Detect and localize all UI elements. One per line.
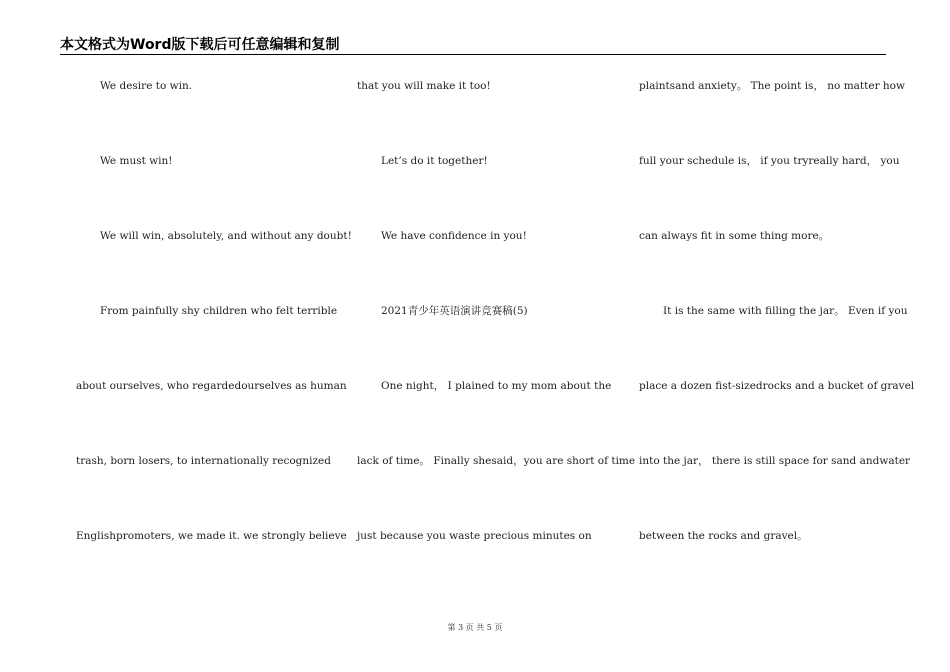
paragraph-line: place a dozen fist-sizedrocks and a bucket of gravel <box>639 380 915 392</box>
header-title: 本文格式为Word版下载后可任意编辑和复制 <box>60 37 340 53</box>
paragraph-line: From painfully shy children who felt terrible <box>100 305 338 317</box>
paragraph-line: between the rocks and gravel。 <box>639 530 808 542</box>
paragraph-line: Englishpromoters, we made it. we strongly believe <box>76 530 347 542</box>
page-number: 第 3 页 共 5 页 <box>447 623 503 632</box>
paragraph-line: lack of time。 Finally shesaid，you are short of time <box>357 455 636 467</box>
paragraph-line: just because you waste precious minutes on <box>357 530 592 542</box>
paragraph-line: can always fit in some thing more。 <box>639 230 830 242</box>
page-header <box>60 34 886 55</box>
paragraph-line: One night， I plained to my mom about the <box>381 380 612 392</box>
paragraph-line: We will win, absolutely, and without any doubt! <box>100 230 352 242</box>
paragraph-line: full your schedule is， if you tryreally hard， you <box>639 155 900 167</box>
paragraph-line: It is the same with filling the jar。 Even if you <box>663 305 908 317</box>
paragraph-line: that you will make it too! <box>357 80 491 92</box>
paragraph-line: We have confidence in you! <box>381 230 527 242</box>
paragraph-line: Let’s do it together! <box>381 155 488 167</box>
paragraph-line: trash, born losers, to internationally recognized <box>76 455 331 467</box>
paragraph-line: We desire to win. <box>100 80 193 92</box>
paragraph-line: into the jar， there is still space for sand andwater <box>639 455 911 467</box>
paragraph-line: plaintsand anxiety。 The point is， no matter how <box>639 80 905 92</box>
paragraph-line: about ourselves, who regardedourselves as human <box>76 380 347 392</box>
section-heading: 2021青少年英语演讲竞赛稿(5) <box>381 305 528 317</box>
paragraph-line: We must win! <box>100 155 173 167</box>
